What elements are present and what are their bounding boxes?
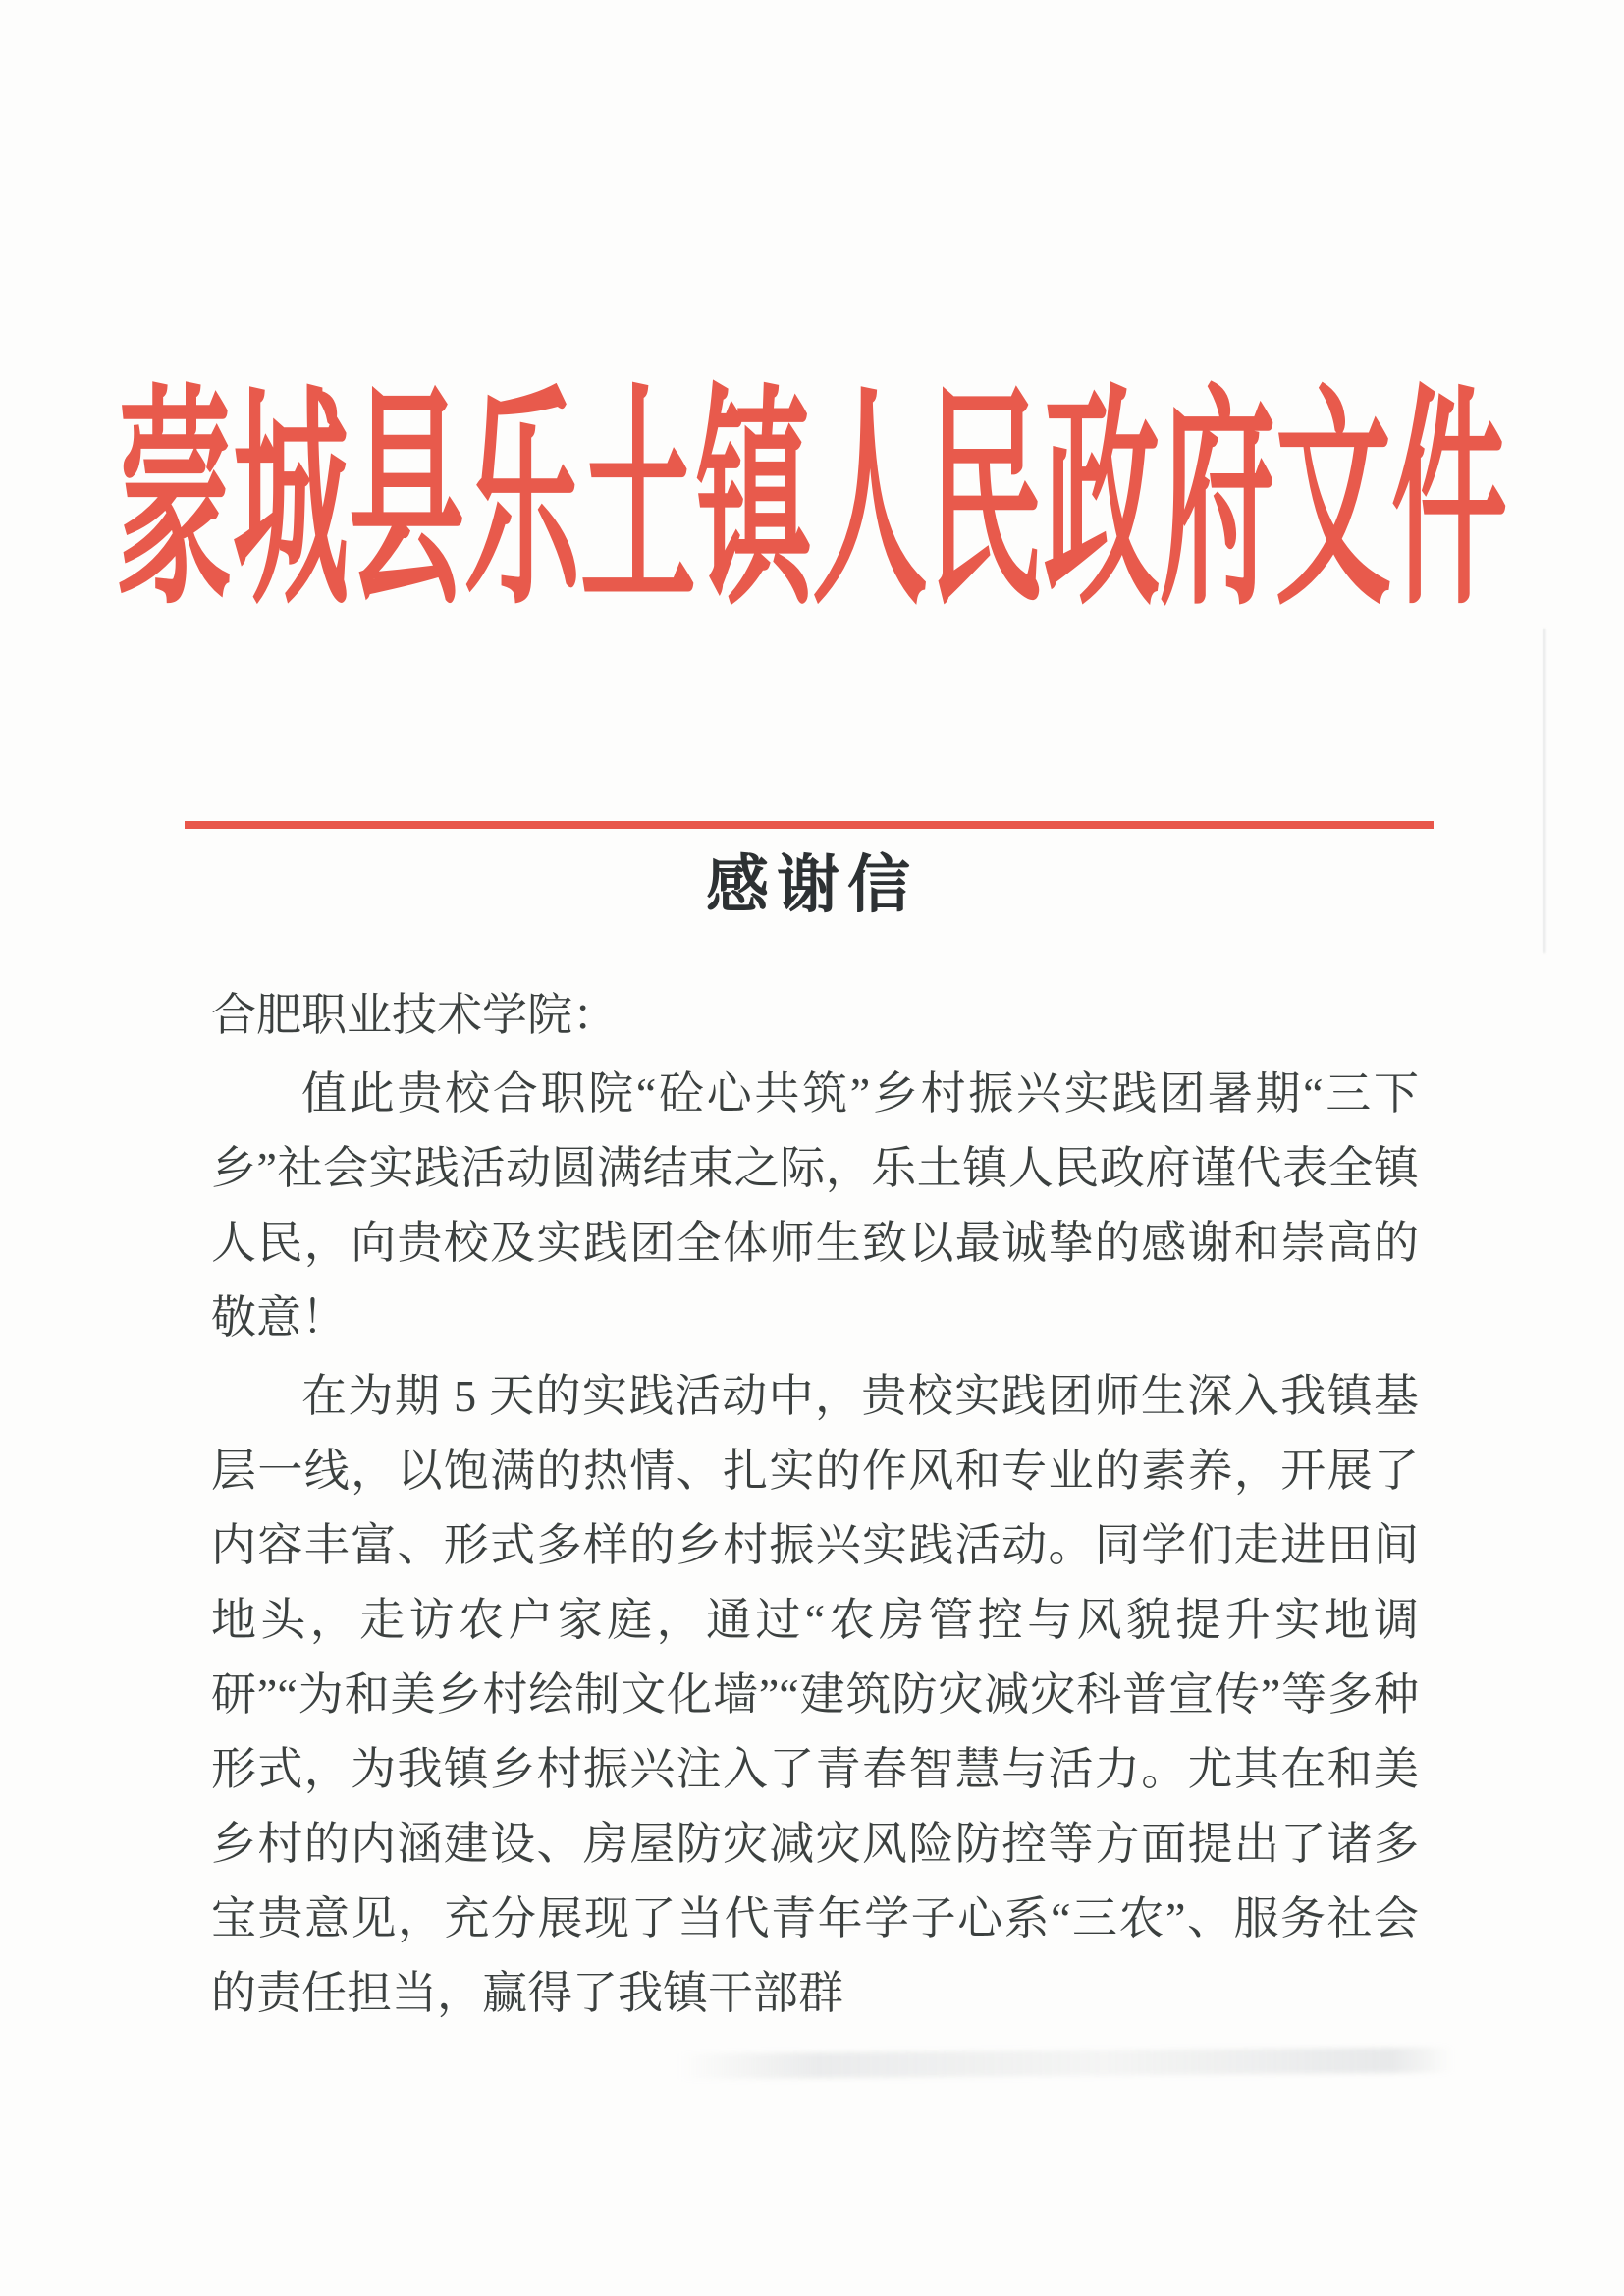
scan-artifact	[677, 2048, 1453, 2080]
letter-paragraph: 值此贵校合职院“砼心共筑”乡村振兴实践团暑期“三下乡”社会实践活动圆满结束之际，乐土镇人民政府谨代表全镇人民，向贵校及实践团全体师生致以最诚挚的感谢和崇高的敬意！	[211, 1068, 1419, 1342]
letterhead-agency-title: 蒙城县乐土镇人民政府文件	[116, 372, 1507, 633]
letter-title: 感谢信	[706, 850, 918, 920]
scan-artifact	[1543, 629, 1545, 953]
letterhead-red-divider	[185, 821, 1434, 829]
letter-paragraph: 在为期 5 天的实践活动中，贵校实践团师生深入我镇基层一线，以饱满的热情、扎实的作风和专业的素养，开展了内容丰富、形式多样的乡村振兴实践活动。同学们走进田间地头，走访农户家庭，通过“农房管控与风貌提升实地调研”“为和美乡村绘制文化墙”“建筑防灾减灾科普宣传”等多种形式，为我镇乡村振兴注入了青春智慧与活力。尤其在和美乡村的内涵建设、房屋防灾减灾风险防控等方面提出了诸多宝贵意见，充分展现了当代青年学子心系“三农”、服务社会的责任担当，赢得了我镇干部群	[211, 1371, 1419, 2018]
letter-body	[211, 978, 1419, 2031]
letter-salutation: 合肥职业技术学院：	[211, 990, 618, 1040]
